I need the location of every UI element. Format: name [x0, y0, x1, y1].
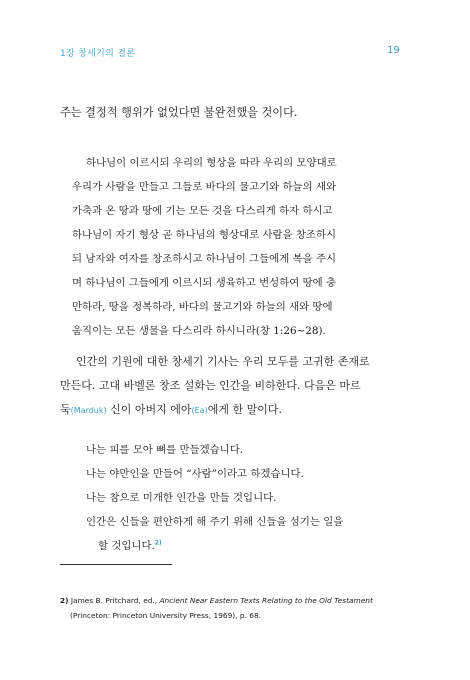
body-line-with-names [60, 401, 282, 417]
footnote-marker: 2) [154, 539, 162, 547]
footnote-title: Ancient Near Eastern Texts Relating to the Old Testament [159, 596, 373, 605]
english-gloss: (Ea) [191, 406, 208, 415]
body-line: 인간의 기원에 대한 창세기 기사는 우리 모두를 고귀한 존재로 [76, 355, 370, 368]
quote1-line: 가축과 온 땅과 땅에 기는 모든 것을 다스리게 하자 하시고 [72, 205, 333, 217]
quote2-line: 나는 야만인을 만들어 “사람”이라고 하겠습니다. [86, 468, 304, 480]
page-number: 19 [387, 45, 400, 56]
quote1-line: 되 남자와 여자를 창조하시고 하나님이 그들에게 복을 주시 [72, 253, 337, 265]
quote2-line: 인간은 신들을 편안하게 해 주기 위해 신들을 섬기는 일을 [86, 516, 344, 528]
body-text: 에게 한 말이다. [207, 403, 282, 416]
quote1-line: 며 하나님이 그들에게 이르시되 생육하고 번성하여 땅에 충 [72, 277, 337, 289]
footnote-number: 2) [60, 596, 69, 605]
running-header-chapter: 1장 창세기의 결론 [60, 49, 136, 59]
quote1-line: 우리가 사람을 만들고 그들로 바다의 물고기와 하늘의 새와 [72, 181, 337, 193]
quote1-line: 움직이는 모든 생물을 다스리라 하시니라(창 1:26~28). [72, 325, 326, 337]
english-gloss: (Marduk) [70, 406, 107, 415]
quote2-line: 나는 참으로 미개한 인간을 만들 것입니다. [86, 492, 277, 504]
lead-paragraph: 주는 결정적 행위가 없었다면 불완전했을 것이다. [60, 106, 298, 119]
body-text: 둑 [60, 403, 71, 416]
quote1-line: 하나님이 이르시되 우리의 형상을 따라 우리의 모양대로 [86, 157, 337, 169]
footnote-line: (Princeton: Princeton University Press, 1969), p. 68. [70, 611, 262, 620]
quote2-text: 할 것입니다. [98, 540, 155, 552]
quote2-line: 나는 피를 모아 뼈를 만들겠습니다. [86, 444, 244, 456]
quote1-line: 하나님이 자기 형상 곧 하나님의 형상대로 사람을 창조하시 [72, 229, 337, 241]
footnote-line [60, 596, 373, 605]
footnote-divider [60, 564, 172, 565]
body-line: 만든다. 고대 바벨론 창조 설화는 인간을 비하한다. 다음은 마르 [60, 379, 361, 392]
quote2-line [98, 537, 162, 552]
footnote-authors: James B. Pritchard, ed., [68, 596, 160, 605]
body-text: 신이 아버지 에아 [106, 403, 192, 416]
quote1-line: 만하라, 땅을 정복하라, 바다의 물고기와 하늘의 새와 땅에 [72, 301, 333, 313]
